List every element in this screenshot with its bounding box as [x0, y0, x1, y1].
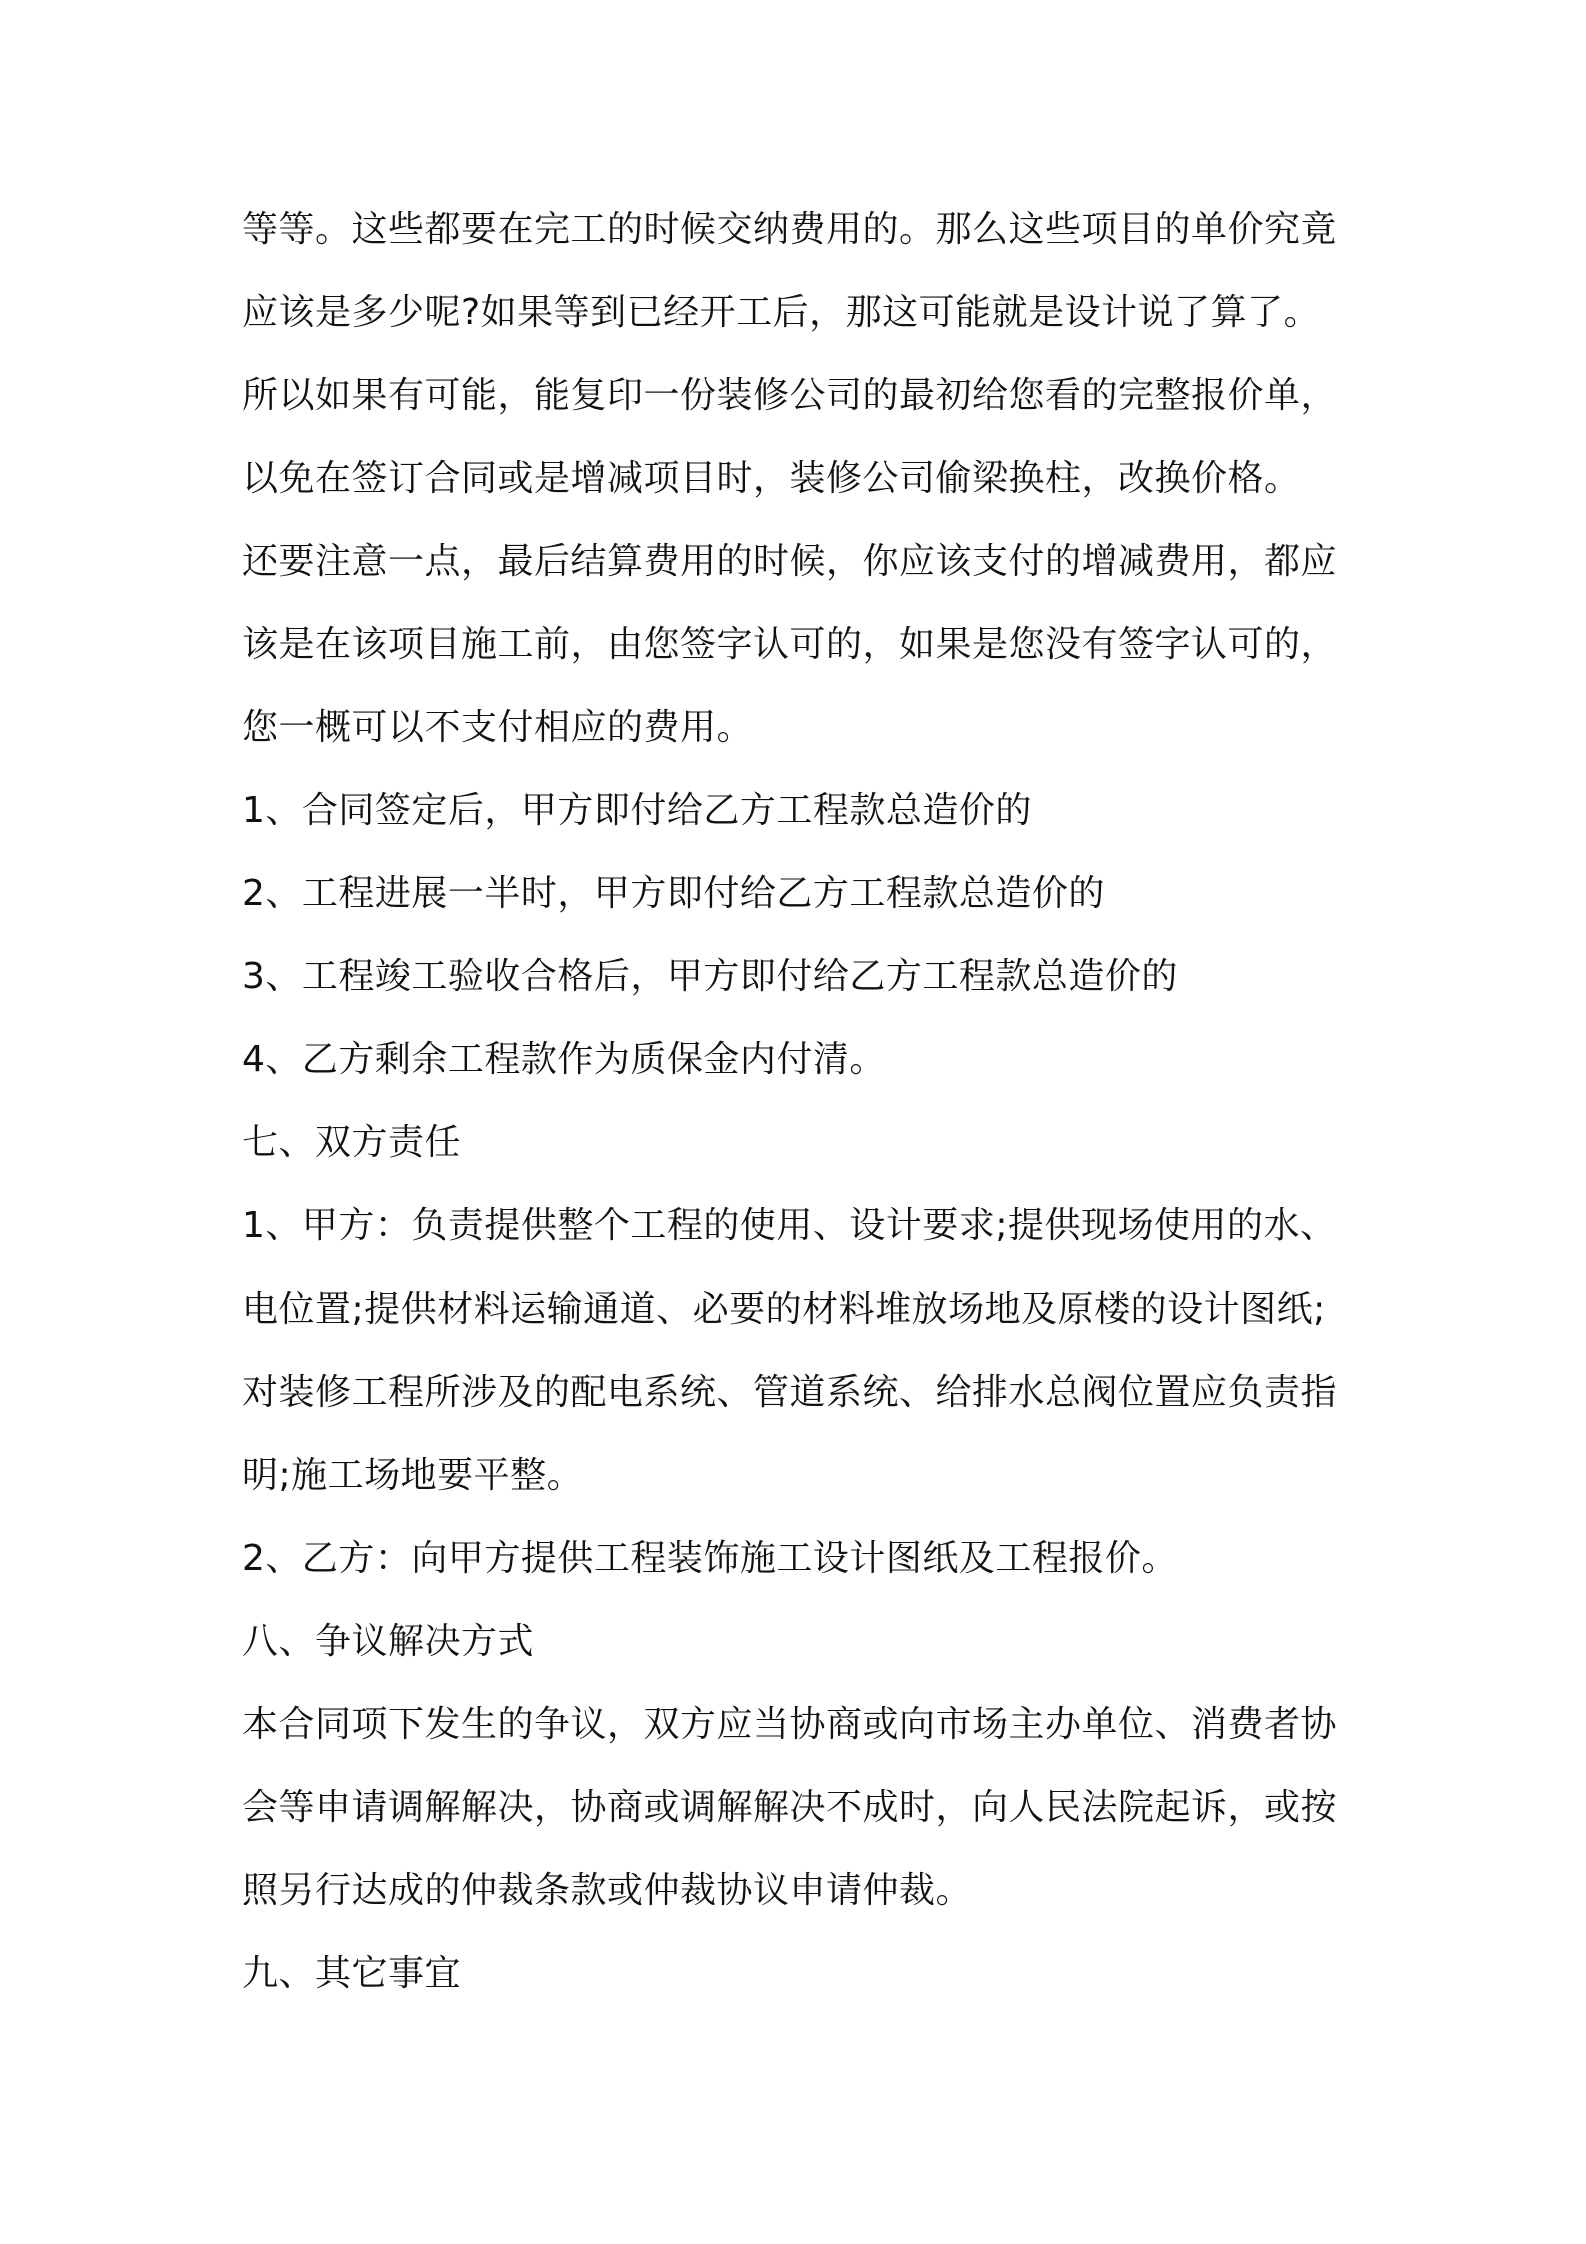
payment-item-4: 4、乙方剩余工程款作为质保金内付清。 [242, 1039, 886, 1080]
paragraph-line: 以免在签订合同或是增减项目时，装修公司偷梁换柱，改换价格。 [242, 458, 1301, 499]
paragraph-line: 对装修工程所涉及的配电系统、管道系统、给排水总阀位置应负责指 [242, 1372, 1338, 1413]
responsibility-party-a: 1、甲方：负责提供整个工程的使用、设计要求;提供现场使用的水、 [242, 1205, 1337, 1246]
paragraph-line: 还要注意一点，最后结算费用的时候，你应该支付的增减费用，都应 [242, 541, 1338, 582]
payment-item-1: 1、合同签定后，甲方即付给乙方工程款总造价的 [242, 790, 1032, 831]
section-heading-responsibilities: 七、双方责任 [242, 1122, 462, 1163]
payment-item-2: 2、工程进展一半时，甲方即付给乙方工程款总造价的 [242, 873, 1105, 914]
responsibility-party-b: 2、乙方：向甲方提供工程装饰施工设计图纸及工程报价。 [242, 1538, 1178, 1579]
paragraph-line: 会等申请调解解决，协商或调解解决不成时，向人民法院起诉，或按 [242, 1787, 1338, 1828]
paragraph-line: 该是在该项目施工前，由您签字认可的，如果是您没有签字认可的， [242, 624, 1338, 665]
paragraph-line: 本合同项下发生的争议，双方应当协商或向市场主办单位、消费者协 [242, 1704, 1338, 1745]
paragraph-line: 电位置;提供材料运输通道、必要的材料堆放场地及原楼的设计图纸; [242, 1289, 1326, 1330]
paragraph-line: 等等。这些都要在完工的时候交纳费用的。那么这些项目的单价究竟 [242, 209, 1338, 250]
payment-item-3: 3、工程竣工验收合格后，甲方即付给乙方工程款总造价的 [242, 956, 1178, 997]
section-heading-dispute-resolution: 八、争议解决方式 [242, 1621, 535, 1662]
paragraph-line: 您一概可以不支付相应的费用。 [242, 707, 754, 748]
paragraph-line: 应该是多少呢?如果等到已经开工后，那这可能就是设计说了算了。 [242, 292, 1321, 333]
paragraph-line: 所以如果有可能，能复印一份装修公司的最初给您看的完整报价单， [242, 375, 1338, 416]
paragraph-line: 明;施工场地要平整。 [242, 1455, 584, 1496]
section-heading-other-matters: 九、其它事宜 [242, 1953, 462, 1994]
paragraph-line: 照另行达成的仲裁条款或仲裁协议申请仲裁。 [242, 1870, 973, 1911]
